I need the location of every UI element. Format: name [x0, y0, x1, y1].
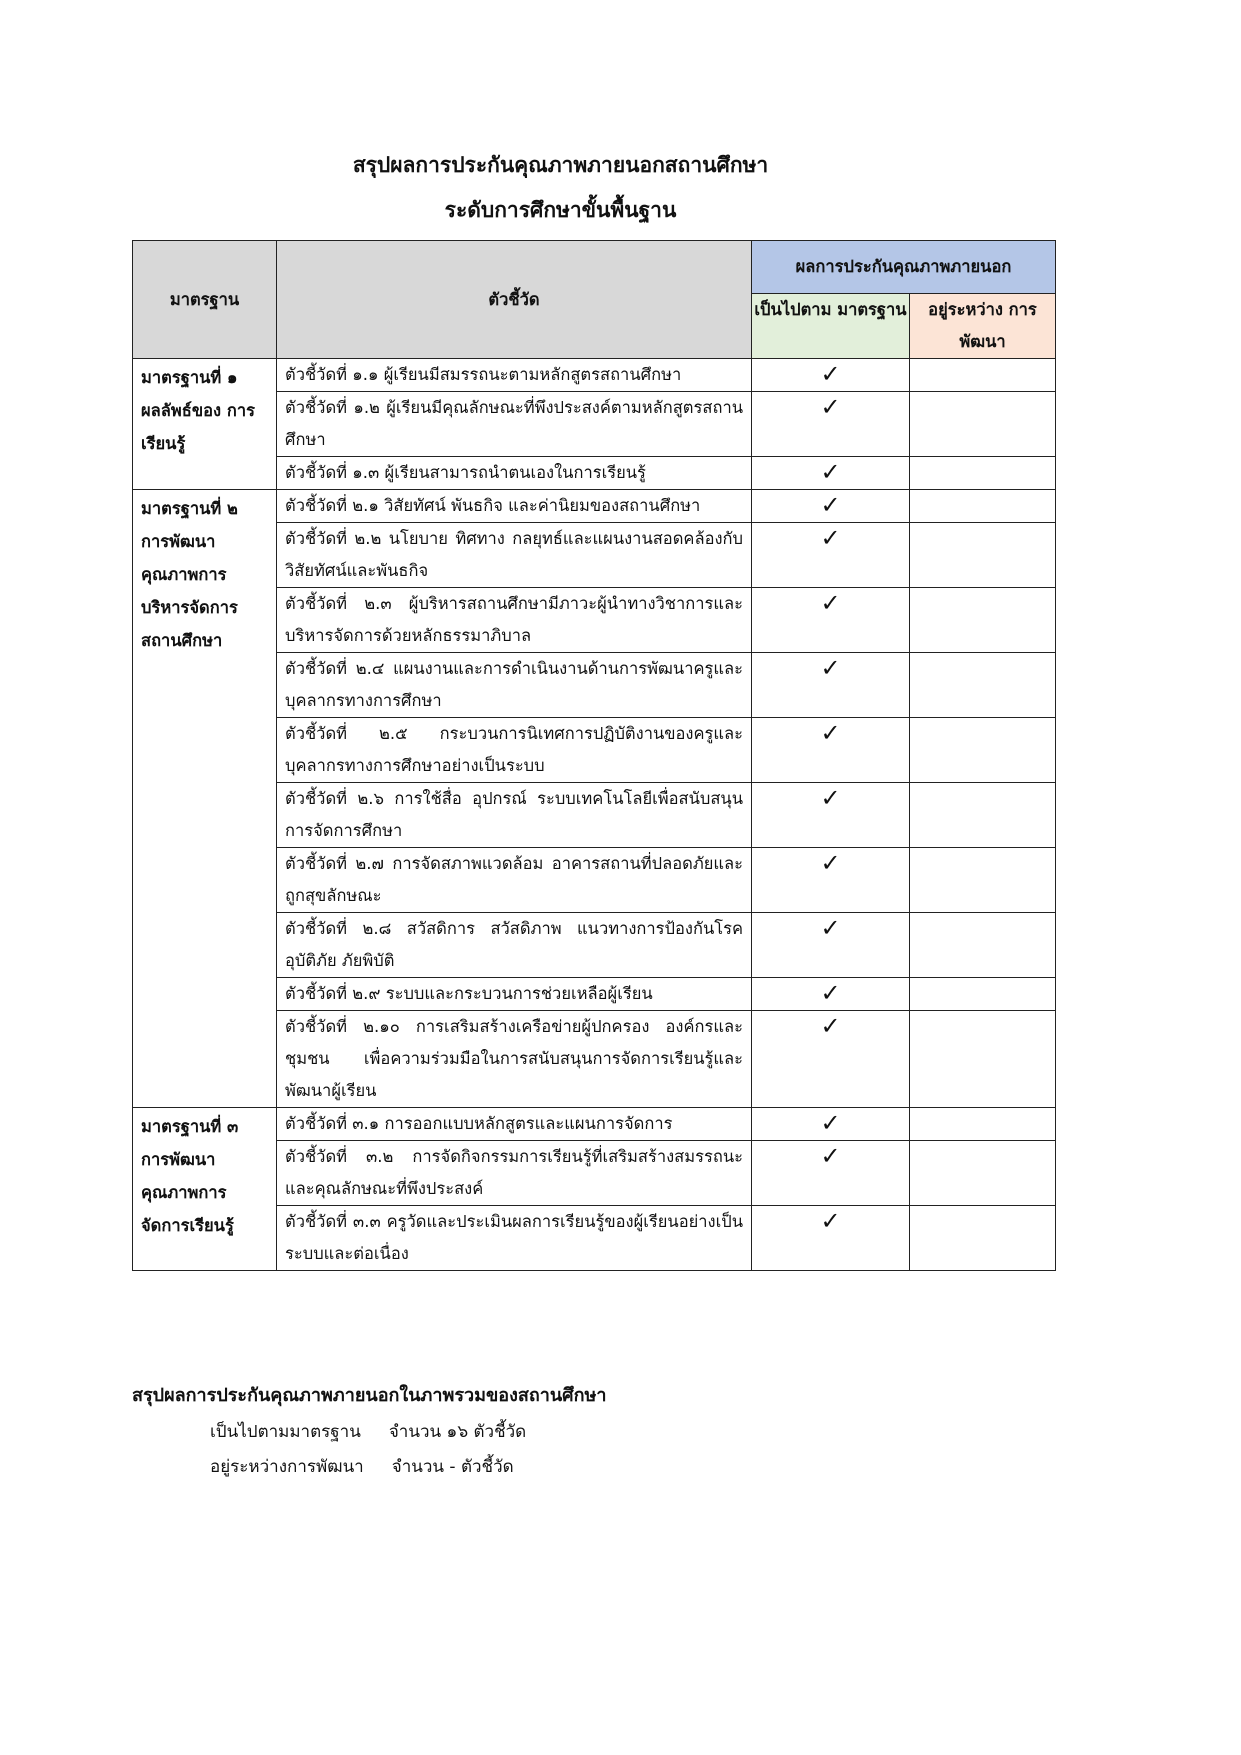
check-mark-icon: ✓ — [820, 1012, 841, 1040]
developing-cell — [910, 392, 1056, 457]
meets-standard-cell — [752, 523, 910, 588]
summary-dev-label: อยู่ระหว่างการพัฒนา — [210, 1457, 364, 1477]
check-mark-icon: ✓ — [820, 849, 841, 877]
indicator-text: ตัวชี้วัดที่ ๓.๓ ครูวัดและประเมินผลการเรียนรู้ของผู้เรียนอย่างเป็นระบบและต่อเนื่อง — [277, 1206, 752, 1271]
meets-standard-cell — [752, 653, 910, 718]
summary-meets-count: จำนวน ๑๖ ตัวชี้วัด — [388, 1422, 527, 1442]
developing-cell — [910, 588, 1056, 653]
summary-meets-line — [210, 1418, 526, 1445]
check-mark-icon: ✓ — [820, 1142, 841, 1170]
developing-cell — [910, 718, 1056, 783]
meets-standard-cell — [752, 588, 910, 653]
check-mark-icon: ✓ — [820, 654, 841, 682]
check-mark-icon: ✓ — [820, 393, 841, 421]
developing-cell — [910, 457, 1056, 490]
check-mark-icon: ✓ — [820, 1109, 841, 1137]
developing-cell — [910, 523, 1056, 588]
meets-standard-cell — [752, 848, 910, 913]
meets-standard-cell — [752, 392, 910, 457]
meets-standard-cell — [752, 1141, 910, 1206]
standard-label: มาตรฐานที่ ๓ การพัฒนา คุณภาพการ จัดการเรียนรู้ — [133, 1108, 277, 1271]
table-row — [133, 359, 1056, 392]
indicator-text: ตัวชี้วัดที่ ๒.๓ ผู้บริหารสถานศึกษามีภาวะผู้นำทางวิชาการและบริหารจัดการด้วยหลักธรรมาภิบาล — [277, 588, 752, 653]
meets-standard-cell — [752, 913, 910, 978]
indicator-text: ตัวชี้วัดที่ ๒.๘ สวัสดิการ สวัสดิภาพ แนวทางการป้องกันโรค อุบัติภัย ภัยพิบัติ — [277, 913, 752, 978]
table-row — [133, 1108, 1056, 1141]
indicator-text: ตัวชี้วัดที่ ๓.๑ การออกแบบหลักสูตรและแผนการจัดการ — [277, 1108, 752, 1141]
meets-standard-cell — [752, 457, 910, 490]
table-row — [133, 490, 1056, 523]
summary-dev-line — [210, 1453, 514, 1480]
header-meets-standard: เป็นไปตาม มาตรฐาน — [752, 294, 910, 359]
document-title: สรุปผลการประกันคุณภาพภายนอกสถานศึกษา — [352, 153, 769, 177]
developing-cell — [910, 783, 1056, 848]
check-mark-icon: ✓ — [820, 979, 841, 1007]
meets-standard-cell — [752, 490, 910, 523]
summary-title: สรุปผลการประกันคุณภาพภายนอกในภาพรวมของสถานศึกษา — [132, 1385, 607, 1406]
indicator-text: ตัวชี้วัดที่ ๓.๒ การจัดกิจกรรมการเรียนรู้ที่เสริมสร้างสมรรถนะและคุณลักษณะที่พึงประสงค์ — [277, 1141, 752, 1206]
indicator-text: ตัวชี้วัดที่ ๑.๒ ผู้เรียนมีคุณลักษณะที่พึงประสงค์ตามหลักสูตรสถานศึกษา — [277, 392, 752, 457]
summary-dev-count: จำนวน - ตัวชี้วัด — [391, 1457, 514, 1477]
meets-standard-cell — [752, 1108, 910, 1141]
header-indicator: ตัวชี้วัด — [277, 241, 752, 359]
document-subtitle: ระดับการศึกษาขั้นพื้นฐาน — [444, 198, 677, 222]
table-body — [133, 359, 1056, 1271]
meets-standard-cell — [752, 718, 910, 783]
indicator-text: ตัวชี้วัดที่ ๒.๒ นโยบาย ทิศทาง กลยุทธ์และแผนงานสอดคล้องกับวิสัยทัศน์และพันธกิจ — [277, 523, 752, 588]
check-mark-icon: ✓ — [820, 914, 841, 942]
indicator-text: ตัวชี้วัดที่ ๑.๓ ผู้เรียนสามารถนำตนเองในการเรียนรู้ — [277, 457, 752, 490]
indicator-text: ตัวชี้วัดที่ ๒.๗ การจัดสภาพแวดล้อม อาคารสถานที่ปลอดภัยและถูกสุขลักษณะ — [277, 848, 752, 913]
meets-standard-cell — [752, 1206, 910, 1271]
developing-cell — [910, 1108, 1056, 1141]
meets-standard-cell — [752, 978, 910, 1011]
check-mark-icon: ✓ — [820, 458, 841, 486]
check-mark-icon: ✓ — [820, 491, 841, 519]
developing-cell — [910, 653, 1056, 718]
developing-cell — [910, 490, 1056, 523]
standard-label: มาตรฐานที่ ๒ การพัฒนา คุณภาพการ บริหารจัดการ สถานศึกษา — [133, 490, 277, 1108]
developing-cell — [910, 359, 1056, 392]
developing-cell — [910, 1206, 1056, 1271]
indicator-text: ตัวชี้วัดที่ ๒.๕ กระบวนการนิเทศการปฏิบัติงานของครูและบุคลากรทางการศึกษาอย่างเป็นระบบ — [277, 718, 752, 783]
developing-cell — [910, 848, 1056, 913]
check-mark-icon: ✓ — [820, 360, 841, 388]
summary-meets-label: เป็นไปตามมาตรฐาน — [210, 1422, 361, 1442]
check-mark-icon: ✓ — [820, 589, 841, 617]
indicator-text: ตัวชี้วัดที่ ๑.๑ ผู้เรียนมีสมรรถนะตามหลักสูตรสถานศึกษา — [277, 359, 752, 392]
check-mark-icon: ✓ — [820, 524, 841, 552]
developing-cell — [910, 978, 1056, 1011]
developing-cell — [910, 1011, 1056, 1108]
developing-cell — [910, 913, 1056, 978]
standard-label: มาตรฐานที่ ๑ ผลลัพธ์ของ การเรียนรู้ — [133, 359, 277, 490]
meets-standard-cell — [752, 1011, 910, 1108]
check-mark-icon: ✓ — [820, 719, 841, 747]
meets-standard-cell — [752, 359, 910, 392]
header-standard: มาตรฐาน — [133, 241, 277, 359]
header-external-result: ผลการประกันคุณภาพภายนอก — [752, 241, 1056, 294]
indicator-text: ตัวชี้วัดที่ ๒.๖ การใช้สื่อ อุปกรณ์ ระบบเทคโนโลยีเพื่อสนับสนุนการจัดการศึกษา — [277, 783, 752, 848]
indicator-text: ตัวชี้วัดที่ ๒.๑ วิสัยทัศน์ พันธกิจ และค่านิยมของสถานศึกษา — [277, 490, 752, 523]
indicator-text: ตัวชี้วัดที่ ๒.๑๐ การเสริมสร้างเครือข่ายผู้ปกครอง องค์กรและชุมชน เพื่อความร่วมมือในการสนับสนุนการจัดการเรียนรู้และพัฒนาผู้เรียน — [277, 1011, 752, 1108]
indicator-text: ตัวชี้วัดที่ ๒.๔ แผนงานและการดำเนินงานด้านการพัฒนาครูและบุคลากรทางการศึกษา — [277, 653, 752, 718]
check-mark-icon: ✓ — [820, 1207, 841, 1235]
header-developing: อยู่ระหว่าง การพัฒนา — [910, 294, 1056, 359]
assessment-table — [132, 240, 1056, 1271]
meets-standard-cell — [752, 783, 910, 848]
indicator-text: ตัวชี้วัดที่ ๒.๙ ระบบและกระบวนการช่วยเหลือผู้เรียน — [277, 978, 752, 1011]
check-mark-icon: ✓ — [820, 784, 841, 812]
developing-cell — [910, 1141, 1056, 1206]
